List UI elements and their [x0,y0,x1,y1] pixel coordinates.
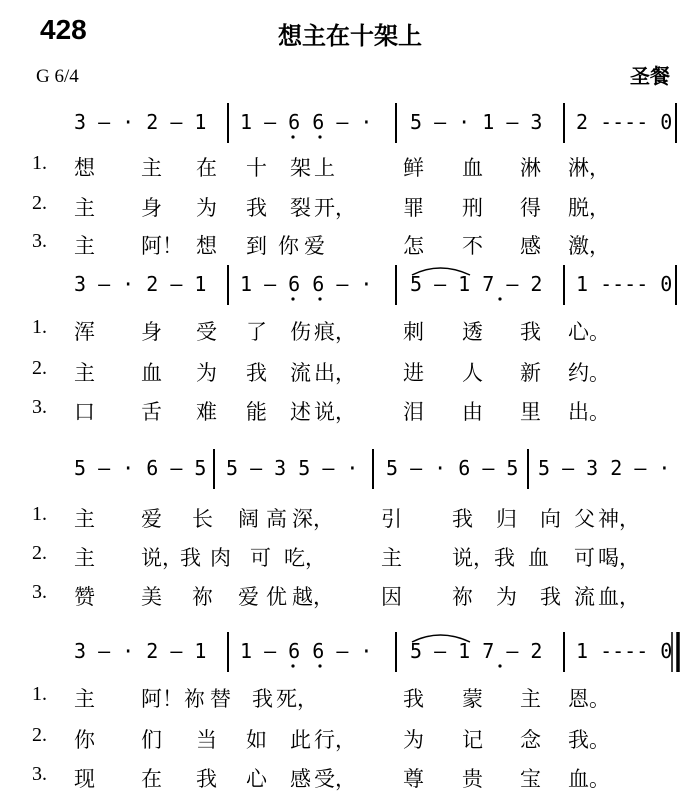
lyric-syllable: 新 [520,361,541,385]
lyric-syllable: 赞 [74,585,95,609]
lyric-syllable: 痕， [314,320,356,344]
measure-1-1: 3 — · 2 — 1 [74,110,207,134]
lyric-syllable: 淋， [568,156,610,180]
lyric-syllable: 此 [290,728,311,752]
lyric-syllable: 我 [196,767,217,791]
verse-3-line-2 [0,396,700,428]
lyric-syllable: 主 [141,156,162,180]
lyric-syllable: 说， [141,546,183,570]
lyric-syllable: 引 [381,507,402,531]
lyric-syllable: 由 [462,400,483,424]
lyric-syllable: 我 [520,320,541,344]
lyric-syllable: 主 [74,687,95,711]
verse-number: 1. [32,503,47,525]
lyric-syllable: 可 [574,546,595,570]
lyric-syllable: 深， [292,507,334,531]
music-staff-1 [60,103,680,147]
verse-2-line-2 [0,357,700,389]
lyric-syllable: 述 [290,400,311,424]
lyric-syllable: 里 [520,400,541,424]
verse-number: 1. [32,152,47,174]
verse-3-line-1 [0,230,700,262]
lyric-syllable: 血 [528,546,549,570]
measure-1-4: 2 ---- 0 [576,110,673,134]
verse-2-line-1 [0,192,700,224]
low-octave-dot [498,297,501,300]
lyric-syllable: 恩。 [568,687,610,711]
music-staff-4 [60,632,680,676]
lyric-syllable: 流 [290,361,311,385]
lyric-syllable: 血 [462,156,483,180]
verse-3-line-3 [0,581,700,613]
music-line-4 [60,632,680,676]
measure-4-1: 3 — · 2 — 1 [74,639,207,663]
lyric-syllable: 心。 [568,320,610,344]
lyric-syllable: 吃， [284,546,326,570]
lyric-syllable: 激， [568,234,610,258]
low-octave-dot [318,297,321,300]
lyric-syllable: 怎 [403,234,424,258]
lyric-syllable: 受 [196,320,217,344]
measure-3-1: 5 — · 6 — 5 [74,456,207,480]
lyric-syllable: 为 [196,361,217,385]
measure-4-2: 1 — 6 6 — · [240,639,373,663]
lyric-syllable: 们 [141,728,162,752]
lyric-syllable: 爱 [304,234,325,258]
lyric-syllable: 心 [246,767,267,791]
lyric-syllable: 阿！ [141,687,183,711]
lyric-syllable: 脱， [568,196,610,220]
lyric-syllable: 主 [381,546,402,570]
lyric-syllable: 开， [314,196,356,220]
low-octave-dot [318,664,321,667]
low-octave-dot [498,664,501,667]
lyric-syllable: 淋 [520,156,541,180]
measure-3-3: 5 — · 6 — 5 [386,456,519,480]
lyric-syllable: 在 [196,156,217,180]
lyric-syllable: 血 [141,361,162,385]
music-line-3 [60,449,680,493]
lyric-syllable: 我 [494,546,515,570]
measure-2-1: 3 — · 2 — 1 [74,272,207,296]
lyric-syllable: 主 [74,196,95,220]
verse-number: 2. [32,192,47,214]
lyric-syllable: 因 [381,585,402,609]
lyric-syllable: 流 [574,585,595,609]
lyric-syllable: 刺 [403,320,424,344]
verse-number: 2. [32,724,47,746]
lyric-syllable: 归 [496,507,517,531]
lyric-syllable: 行， [314,728,356,752]
music-line-2 [60,265,680,309]
verse-1-line-4 [0,683,700,715]
lyric-syllable: 美 [141,585,162,609]
lyric-syllable: 泪 [403,400,424,424]
verse-2-line-4 [0,724,700,756]
measure-3-2: 5 — 3 5 — · [226,456,359,480]
low-octave-dot [291,135,294,138]
verse-number: 3. [32,763,47,785]
lyric-syllable: 罪 [403,196,424,220]
measure-4-4: 1 ---- 0 [576,639,673,663]
verse-number: 3. [32,581,47,603]
lyric-syllable: 优 [266,585,287,609]
lyric-syllable: 为 [403,728,424,752]
lyric-syllable: 身 [141,196,162,220]
lyric-syllable: 口 [74,400,95,424]
lyric-syllable: 感 [520,234,541,258]
measure-1-2: 1 — 6 6 — · [240,110,373,134]
verse-1-line-3 [0,503,700,535]
key-time-signature: G 6/4 [36,66,79,87]
lyric-syllable: 阔 [238,507,259,531]
lyric-syllable: 蒙 [462,687,483,711]
lyric-syllable: 到 [246,234,267,258]
low-octave-dot [318,135,321,138]
lyric-syllable: 爱 [238,585,259,609]
verse-number: 2. [32,542,47,564]
lyric-syllable: 祢 [452,585,473,609]
lyric-syllable: 浑 [74,320,95,344]
lyric-syllable: 你 [278,234,299,258]
lyric-syllable: 说， [452,546,494,570]
lyric-syllable: 出， [314,361,356,385]
lyric-syllable: 如 [246,728,267,752]
lyric-syllable: 伤 [290,320,311,344]
lyric-syllable: 主 [74,507,95,531]
lyric-syllable: 贵 [462,767,483,791]
verse-number: 1. [32,683,47,705]
lyric-syllable: 父 [574,507,595,531]
verse-2-line-3 [0,542,700,574]
lyric-syllable: 我 [246,196,267,220]
lyric-syllable: 现 [74,767,95,791]
low-octave-dot [291,664,294,667]
lyric-syllable: 约。 [568,361,610,385]
lyric-syllable: 人 [462,361,483,385]
lyric-syllable: 在 [141,767,162,791]
lyric-syllable: 祢 [184,687,205,711]
verse-1-line-1 [0,152,700,184]
verse-number: 2. [32,357,47,379]
verse-number: 3. [32,230,47,252]
lyric-syllable: 我 [540,585,561,609]
lyric-syllable: 记 [462,728,483,752]
measure-2-3: 5 — 1 7 — 2 [410,272,543,296]
lyric-syllable: 念 [520,728,541,752]
lyric-syllable: 尊 [403,767,424,791]
lyric-syllable: 阿！ [141,234,183,258]
lyric-syllable: 舌 [141,400,162,424]
lyric-syllable: 爱 [141,507,162,531]
lyric-syllable: 主 [520,687,541,711]
lyric-syllable: 刑 [462,196,483,220]
lyric-syllable: 替 [210,687,231,711]
verse-number: 3. [32,396,47,418]
lyric-syllable: 神， [598,507,640,531]
lyric-syllable: 主 [74,546,95,570]
verse-1-line-2 [0,316,700,348]
measure-3-4: 5 — 3 2 — · [538,456,671,480]
lyric-syllable: 我 [452,507,473,531]
measure-4-3: 5 — 1 7 — 2 [410,639,543,663]
lyric-syllable: 我 [180,546,201,570]
lyric-syllable: 血。 [568,767,610,791]
lyric-syllable: 难 [196,400,217,424]
lyric-syllable: 我。 [568,728,610,752]
lyric-syllable: 肉 [210,546,231,570]
lyric-syllable: 鲜 [403,156,424,180]
lyric-syllable: 上 [314,156,335,180]
verse-3-line-4 [0,763,700,795]
measure-2-2: 1 — 6 6 — · [240,272,373,296]
lyric-syllable: 透 [462,320,483,344]
lyric-syllable: 感 [290,767,311,791]
music-line-1 [60,103,680,147]
lyric-syllable: 向 [540,507,561,531]
lyric-syllable: 受， [314,767,356,791]
lyric-syllable: 得 [520,196,541,220]
music-staff-3 [60,449,680,493]
lyric-syllable: 不 [462,234,483,258]
lyric-syllable: 我 [246,361,267,385]
hymn-number: 428 [40,14,87,45]
lyric-syllable: 想 [196,234,217,258]
lyric-syllable: 进 [403,361,424,385]
lyric-syllable: 你 [74,728,95,752]
music-staff-2 [60,265,680,309]
lyric-syllable: 我 [252,687,273,711]
lyric-syllable: 说， [314,400,356,424]
lyric-syllable: 十 [246,156,267,180]
lyric-syllable: 我 [403,687,424,711]
lyric-syllable: 死， [276,687,318,711]
measure-1-3: 5 — · 1 — 3 [410,110,543,134]
lyric-syllable: 宝 [520,767,541,791]
verse-number: 1. [32,316,47,338]
lyric-syllable: 想 [74,156,95,180]
lyric-syllable: 主 [74,234,95,258]
lyric-syllable: 长 [192,507,213,531]
lyric-syllable: 为 [196,196,217,220]
lyric-syllable: 出。 [568,400,610,424]
lyric-syllable: 能 [246,400,267,424]
lyric-syllable: 越， [292,585,334,609]
lyric-syllable: 身 [141,320,162,344]
hymn-category: 圣餐 [630,64,670,88]
lyric-syllable: 血， [598,585,640,609]
measure-2-4: 1 ---- 0 [576,272,673,296]
lyric-syllable: 为 [496,585,517,609]
lyric-syllable: 裂 [290,196,311,220]
low-octave-dot [291,297,294,300]
lyric-syllable: 可 [250,546,271,570]
lyric-syllable: 架 [290,156,311,180]
lyric-syllable: 当 [196,728,217,752]
lyric-syllable: 高 [266,507,287,531]
lyric-syllable: 祢 [192,585,213,609]
lyric-syllable: 喝， [598,546,640,570]
hymn-title: 想主在十架上 [278,22,422,50]
lyric-syllable: 主 [74,361,95,385]
lyric-syllable: 了 [246,320,267,344]
